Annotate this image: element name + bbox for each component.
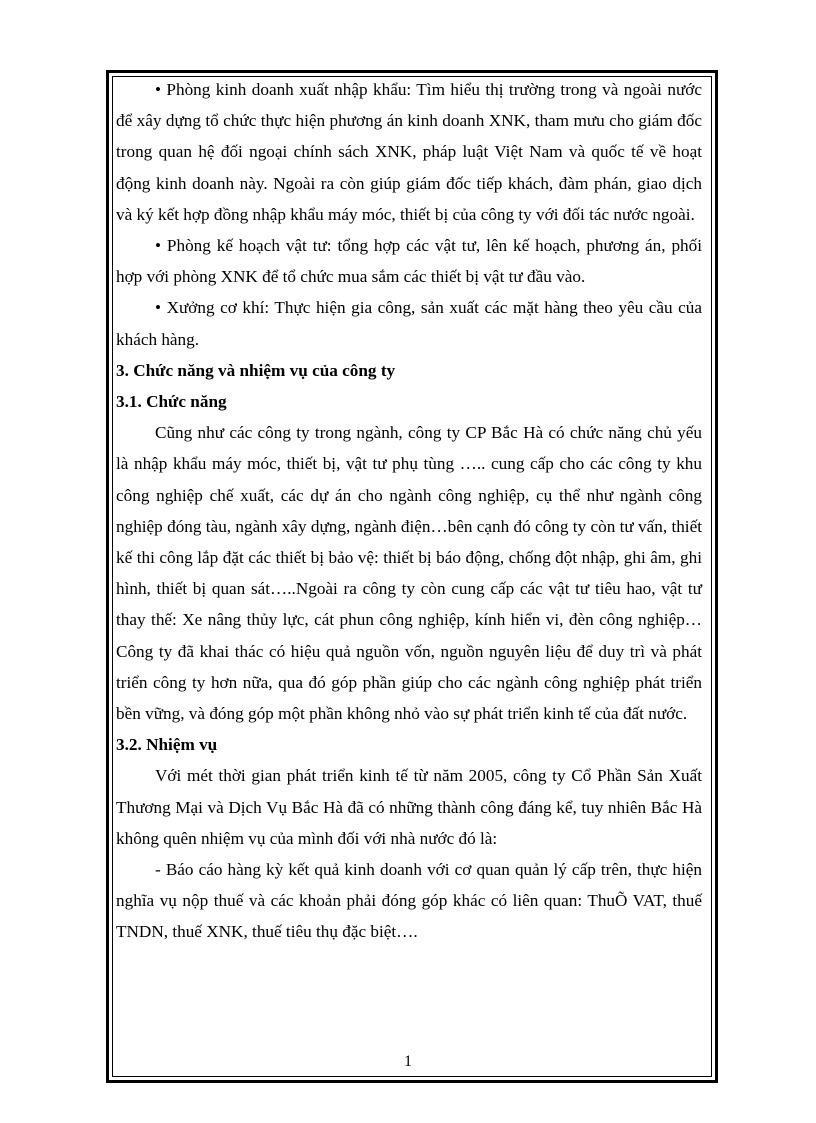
page-number: 1 <box>404 1053 412 1070</box>
document-body <box>116 74 702 948</box>
paragraph-duties-intro: Với mét thời gian phát triển kinh tế từ năm 2005, công ty Cổ Phần Sản Xuất Thương Mại và Dịch Vụ Bắc Hà đã có những thành công đáng kể, tuy nhiên Bắc Hà không quên nhiệm vụ của mình đối với nhà nước đó là: <box>116 766 702 848</box>
paragraph-workshop: • Xưởng cơ khí: Thực hiện gia công, sản xuất các mặt hàng theo yêu cầu của khách hàng. <box>116 298 702 349</box>
section-3-1-heading: 3.1. Chức năng <box>116 392 227 412</box>
paragraph-import-export-dept: • Phòng kinh doanh xuất nhập khẩu: Tìm hiểu thị trường trong và ngoài nước để xây dựng tổ chức thực hiện phương án kinh doanh XNK, tham mưu cho giám đốc trong quan hệ đối ngoại chính sách XNK, pháp luật Việt Nam và quốc tế về hoạt động kinh doanh này. Ngoài ra còn giúp giám đốc tiếp khách, đàm phán, giao dịch và ký kết hợp đồng nhập khẩu máy móc, thiết bị của công ty với đối tác nước ngoài. <box>116 80 702 224</box>
paragraph-functions: Cũng như các công ty trong ngành, công ty CP Bắc Hà có chức năng chủ yếu là nhập khẩu máy móc, thiết bị, vật tư phụ tùng ….. cung cấp cho các công ty khu công nghiệp chế xuất, các dự án cho ngành công nghiệp, cụ thể như ngành công nghiệp đóng tàu, ngành xây dựng, ngành điện…bên cạnh đó công ty còn tư vấn, thiết kế thi công lắp đặt các thiết bị bảo vệ: thiết bị báo động, chống đột nhập, ghi âm, ghi hình, thiết bị quan sát…..Ngoài ra công ty còn cung cấp các vật tư tiêu hao, vật tư thay thế: Xe nâng thủy lực, cát phun công nghiệp, kính hiển vi, đèn công nghiệp… Công ty đã khai thác có hiệu quả nguồn vốn, nguồn nguyên liệu để duy trì và phát triển công ty hơn nữa, qua đó góp phần giúp cho các ngành công nghiệp phát triển bền vững, và đóng góp một phần không nhỏ vào sự phát triển kinh tế của đất nước. <box>116 423 702 724</box>
paragraph-duties-report: - Báo cáo hàng kỳ kết quả kinh doanh với cơ quan quản lý cấp trên, thực hiện nghĩa vụ nộp thuế và các khoản phải đóng góp khác có liên quan: ThuÕ VAT, thuế TNDN, thuế XNK, thuế tiêu thụ đặc biệt…. <box>116 860 702 942</box>
paragraph-planning-dept: • Phòng kế hoạch vật tư: tổng hợp các vật tư, lên kế hoạch, phương án, phối hợp với phòng XNK để tổ chức mua sắm các thiết bị vật tư đầu vào. <box>116 236 702 287</box>
section-3-2-heading: 3.2. Nhiệm vụ <box>116 735 218 755</box>
section-3-heading: 3. Chức năng và nhiệm vụ của công ty <box>116 360 396 380</box>
